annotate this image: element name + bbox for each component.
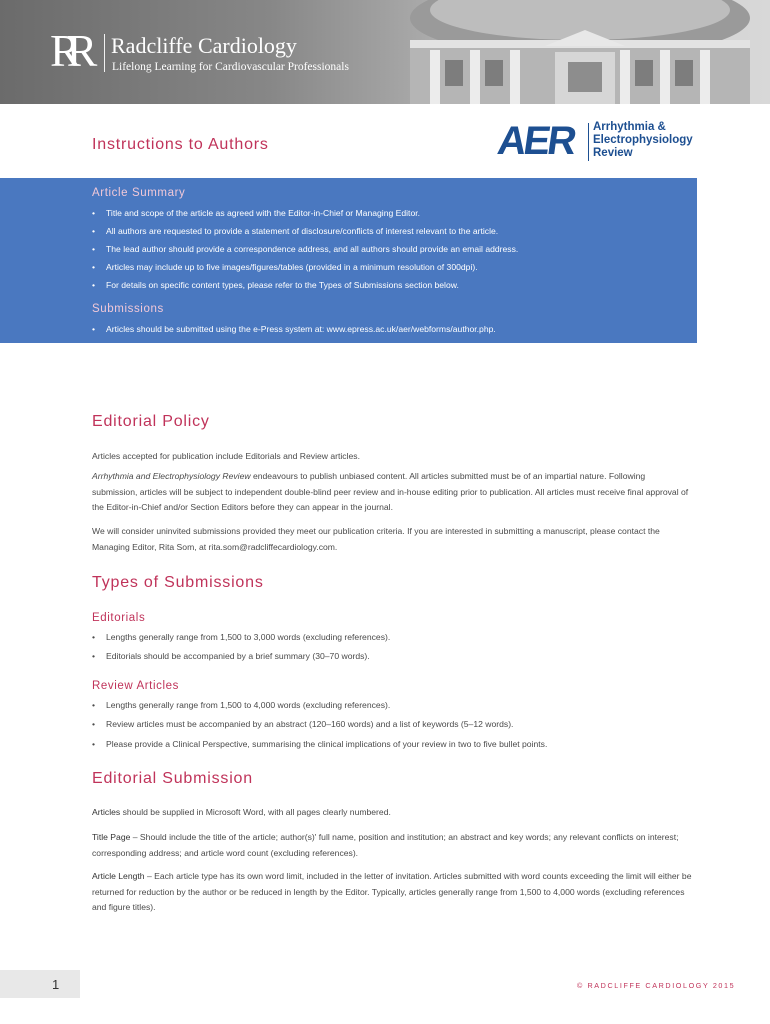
- types-of-submissions-title: Types of Submissions: [92, 574, 264, 591]
- journal-name-italic: Arrhythmia and Electrophysiology Review: [92, 471, 251, 481]
- article-summary-heading: Article Summary: [92, 187, 186, 199]
- brand-tagline: Lifelong Learning for Cardiovascular Professionals: [112, 61, 349, 73]
- review-articles-list: [92, 696, 547, 754]
- aer-logo-line-1: Arrhythmia &: [593, 121, 666, 133]
- list-item: • Articles should be submitted using the e-Press system at: www.epress.ac.uk/aer/webforms/author.php.: [92, 320, 496, 338]
- review-articles-heading: Review Articles: [92, 680, 179, 692]
- editorial-submission-title: Editorial Submission: [92, 770, 253, 787]
- article-summary-box: [0, 178, 697, 343]
- editorial-policy-title: Editorial Policy: [92, 413, 210, 430]
- page-title: Instructions to Authors: [92, 136, 269, 153]
- articles-text: should be supplied in Microsoft Word, with all pages clearly numbered.: [120, 807, 391, 817]
- list-item: • Lengths generally range from 1,500 to 3,000 words (excluding references).: [92, 628, 390, 647]
- aer-logo-divider: [588, 123, 589, 161]
- list-item: • Review articles must be accompanied by an abstract (120–160 words) and a list of keywords (5–12 words).: [92, 715, 547, 734]
- list-item: • The lead author should provide a correspondence address, and all authors should provide an email address.: [92, 240, 518, 258]
- list-item: • Title and scope of the article as agreed with the Editor-in-Chief or Managing Editor.: [92, 204, 518, 222]
- aer-logo-line-3: Review: [593, 147, 633, 159]
- article-length-text: – Each article type has its own word limit, included in the letter of invitation. Articles submitted with word counts exceeding the limit will either be returned for reduction by the author or be reduced in length by the Editor. Typically, articles generally range from 1,500 to 4,000 words (excluding references and figure titles).: [92, 871, 692, 912]
- editorial-policy-para-2: [92, 469, 692, 516]
- editorial-policy-para-2-text: endeavours to publish unbiased content. All articles submitted must be of an impartial nature. Following submission, articles will be subject to independent double-blind peer review and in-house editing prior to publication. All articles must receive final approval of the Editor-in-Chief and/or Section Editors before they can appear in the journal.: [92, 471, 689, 512]
- article-length-lead: Article Length: [92, 871, 145, 881]
- page-number: 1: [52, 977, 60, 992]
- aer-logo-line-2: Electrophysiology: [593, 134, 693, 146]
- articles-lead: Articles: [92, 807, 121, 817]
- articles-paragraph: [92, 805, 692, 821]
- article-length-paragraph: [92, 869, 692, 916]
- logo-divider: [104, 34, 105, 72]
- editorials-heading: Editorials: [92, 612, 146, 624]
- aer-journal-logo: [494, 119, 708, 163]
- editorials-list: [92, 628, 390, 665]
- copyright-notice: © RADCLIFFE CARDIOLOGY 2015: [577, 981, 736, 990]
- page-number-tab: [0, 970, 80, 998]
- article-summary-list: [92, 204, 518, 294]
- editorial-policy-para-3: We will consider uninvited submissions provided they meet our publication criteria. If you are interested in submitting a manuscript, please contact the Managing Editor, Rita Som, at rita.som@radcliffecardiology.com.: [92, 526, 660, 552]
- list-item: • For details on specific content types, please refer to the Types of Submissions section below.: [92, 276, 518, 294]
- radcliffe-logo-mark: RR: [50, 25, 84, 76]
- submissions-list: [92, 320, 496, 338]
- list-item: • Editorials should be accompanied by a brief summary (30–70 words).: [92, 647, 390, 666]
- list-item: • Please provide a Clinical Perspective, summarising the clinical implications of your review in two to five bullet points.: [92, 735, 547, 754]
- title-page-lead: Title Page: [92, 832, 131, 842]
- aer-logo-letters: AER: [494, 119, 577, 163]
- brand-name: Radcliffe Cardiology: [111, 33, 297, 58]
- building-dome-image: [370, 0, 770, 104]
- title-page-paragraph: [92, 830, 692, 861]
- header-banner: [0, 0, 770, 104]
- list-item: • Articles may include up to five images/figures/tables (provided in a minimum resolution of 300dpi).: [92, 258, 518, 276]
- list-item: • All authors are requested to provide a statement of disclosure/conflicts of interest relevant to the article.: [92, 222, 518, 240]
- list-item: • Lengths generally range from 1,500 to 4,000 words (excluding references).: [92, 696, 547, 715]
- title-page-text: – Should include the title of the article; author(s)' full name, position and institution; an abstract and key words; any relevant conflicts on interest; corresponding address; and article word count (excluding references).: [92, 832, 679, 858]
- editorial-policy-para-1: Articles accepted for publication include Editorials and Review articles.: [92, 451, 360, 461]
- submissions-heading: Submissions: [92, 303, 164, 315]
